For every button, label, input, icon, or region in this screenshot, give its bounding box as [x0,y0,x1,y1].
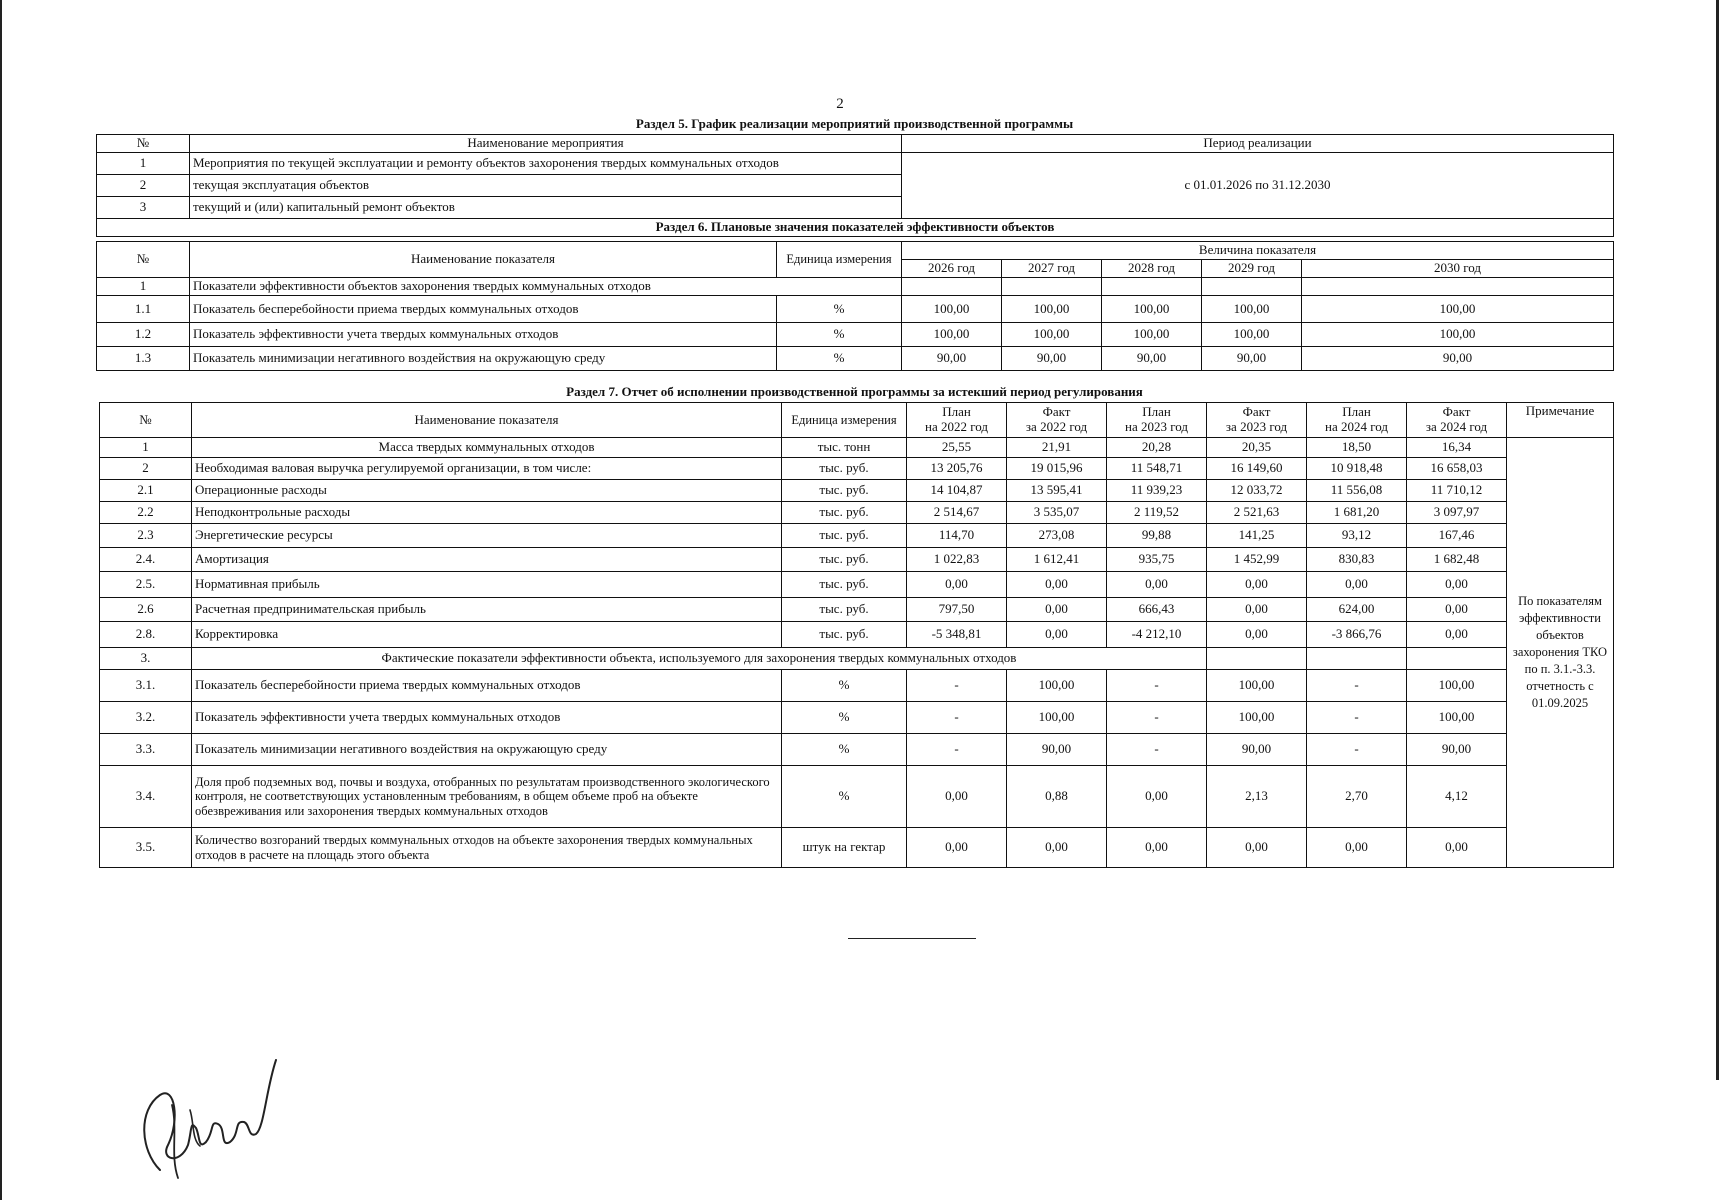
s7-cell: 20,35 [1207,438,1307,458]
s7-cell: 11 556,08 [1307,480,1407,502]
s6-header-unit: Единица измерения [777,242,902,278]
s5-row-num: 3 [97,196,190,218]
s7-row-name: Показатель бесперебойности приема твердых коммунальных отходов [192,670,782,702]
s6-row-name: Показатель минимизации негативного воздействия на окружающую среду [190,347,777,371]
s7-cell: 0,00 [1007,572,1107,598]
s7-header-col [1307,403,1407,438]
s7-cell: 141,25 [1207,524,1307,548]
s7-cell: 3 535,07 [1007,502,1107,524]
s7-cell: 935,75 [1107,548,1207,572]
s7-row-name: Необходимая валовая выручка регулируемой организации, в том числе: [192,458,782,480]
s7-cell: 11 939,23 [1107,480,1207,502]
s7-row-name: Доля проб подземных вод, почвы и воздуха, отобранных по результатам производственного экологического контроля, не соответствующих установленным требованиям, в общем объеме проб на объекте обезвреживания или захоронения твердых коммунальных отходов [192,766,782,828]
s6-cell: 90,00 [1102,347,1202,371]
s6-row-name: Показатель эффективности учета твердых коммунальных отходов [190,323,777,347]
s5-header-num: № [97,135,190,153]
s7-row-num: 2.6 [100,598,192,622]
s7-row-num: 2.2 [100,502,192,524]
s5-row-name: текущий и (или) капитальный ремонт объектов [190,196,902,218]
s7-cell [1207,648,1307,670]
s7-cell: - [907,670,1007,702]
s7-note: По показателям эффективности объектов захоронения ТКО по п. 3.1.-3.3. отчетность с 01.09.2025 [1507,438,1614,868]
s7-row-num: 3.4. [100,766,192,828]
page-left-edge [0,0,2,1200]
s6-header-group: Величина показателя [902,242,1614,260]
s7-header-col [1007,403,1107,438]
s7-cell: 273,08 [1007,524,1107,548]
s7-cell: 10 918,48 [1307,458,1407,480]
s7-cell: 0,00 [907,572,1007,598]
s7-row-num: 3. [100,648,192,670]
s7-row-name: Фактические показатели эффективности объекта, используемого для захоронения твердых коммунальных отходов [192,648,1207,670]
s6-row-num: 1.1 [97,296,190,323]
s7-cell: 0,00 [907,766,1007,828]
s7-header-col [1107,403,1207,438]
s7-cell: - [907,734,1007,766]
s6-cell: 100,00 [902,323,1002,347]
s7-cell: 11 548,71 [1107,458,1207,480]
s7-cell: -5 348,81 [907,622,1007,648]
s7-header-unit: Единица измерения [782,403,907,438]
s6-header-year: 2026 год [902,260,1002,278]
s7-row-num: 2.5. [100,572,192,598]
s7-row-num: 3.3. [100,734,192,766]
s7-row-unit: тыс. руб. [782,458,907,480]
s6-cell: 100,00 [1202,323,1302,347]
s7-cell: 797,50 [907,598,1007,622]
s7-row-name: Количество возгораний твердых коммунальных отходов на объекте захоронения твердых коммунальных отходов в расчете на площадь этого объекта [192,828,782,868]
s7-row-name: Нормативная прибыль [192,572,782,598]
s7-header-col-a: Факт [1042,404,1071,420]
s7-cell: 0,00 [1407,572,1507,598]
s7-header-col-b: на 2022 год [925,419,988,434]
s6-cell [1102,278,1202,296]
s7-row-name: Корректировка [192,622,782,648]
s7-cell: - [1107,734,1207,766]
s7-cell: 0,00 [1407,622,1507,648]
s6-cell: 100,00 [1102,296,1202,323]
s7-cell: 100,00 [1407,670,1507,702]
s7-row-unit: тыс. тонн [782,438,907,458]
page-right-edge [1716,0,1719,1080]
s7-cell: 0,00 [1307,572,1407,598]
s7-cell: - [1307,670,1407,702]
s6-cell: 100,00 [1302,296,1614,323]
s7-cell: - [907,702,1007,734]
s7-header-col-a: План [1142,404,1171,420]
s7-cell: 100,00 [1007,702,1107,734]
s6-cell: 90,00 [902,347,1002,371]
s6-header-year: 2027 год [1002,260,1102,278]
s7-cell: 1 612,41 [1007,548,1107,572]
s7-cell: 0,00 [907,828,1007,868]
s7-cell: 666,43 [1107,598,1207,622]
s6-row-unit: % [777,323,902,347]
s7-cell: 114,70 [907,524,1007,548]
s7-header-col-a: План [1342,404,1371,420]
s7-cell: 13 595,41 [1007,480,1107,502]
s5-row-name: текущая эксплуатация объектов [190,174,902,196]
s7-header-col [1207,403,1307,438]
s7-cell: -4 212,10 [1107,622,1207,648]
s7-cell: - [1107,702,1207,734]
s7-row-num: 2.1 [100,480,192,502]
s7-cell: 100,00 [1407,702,1507,734]
s7-header-col-b: за 2022 год [1025,419,1088,434]
s7-cell: 100,00 [1207,670,1307,702]
s7-row-name: Неподконтрольные расходы [192,502,782,524]
s7-cell: 0,00 [1207,828,1307,868]
s7-header-col-a: Факт [1442,404,1471,420]
s7-cell: 100,00 [1007,670,1107,702]
s7-cell: 1 681,20 [1307,502,1407,524]
s7-row-name: Амортизация [192,548,782,572]
s6-cell: 100,00 [1202,296,1302,323]
page-number: 2 [836,96,844,112]
s7-cell: 25,55 [907,438,1007,458]
end-of-document-line [848,938,976,939]
s7-row-unit: % [782,766,907,828]
s7-row-num: 2.8. [100,622,192,648]
s7-cell: 16 149,60 [1207,458,1307,480]
s7-cell: 0,00 [1007,622,1107,648]
s7-row-unit: тыс. руб. [782,572,907,598]
s6-row-name: Показатель бесперебойности приема твердых коммунальных отходов [190,296,777,323]
s6-cell: 100,00 [902,296,1002,323]
s7-header-col-b: за 2023 год [1225,419,1288,434]
s7-cell: 99,88 [1107,524,1207,548]
s7-row-unit: тыс. руб. [782,598,907,622]
s7-cell: 830,83 [1307,548,1407,572]
s7-cell: 3 097,97 [1407,502,1507,524]
s7-row-num: 2 [100,458,192,480]
s7-row-unit: тыс. руб. [782,524,907,548]
s7-cell: 16,34 [1407,438,1507,458]
s7-cell: 11 710,12 [1407,480,1507,502]
s7-row-num: 2.4. [100,548,192,572]
s7-cell: 0,88 [1007,766,1107,828]
s6-row-name: Показатели эффективности объектов захоронения твердых коммунальных отходов [190,278,902,296]
s7-cell: 1 022,83 [907,548,1007,572]
s7-cell: 0,00 [1107,828,1207,868]
s7-cell: - [1307,734,1407,766]
section6-title: Раздел 6. Плановые значения показателей эффективности объектов [97,218,1614,236]
s7-row-unit: тыс. руб. [782,502,907,524]
s6-header-name: Наименование показателя [190,242,777,278]
section7-table [99,402,1614,868]
s7-row-num: 3.2. [100,702,192,734]
s6-cell [1002,278,1102,296]
s7-row-name: Энергетические ресурсы [192,524,782,548]
s6-cell: 90,00 [1002,347,1102,371]
s7-cell: 0,00 [1107,766,1207,828]
s6-cell: 90,00 [1202,347,1302,371]
s5-header-name: Наименование мероприятия [190,135,902,153]
s7-cell: 1 682,48 [1407,548,1507,572]
s6-row-num: 1 [97,278,190,296]
s7-header-col [1407,403,1507,438]
s7-header-col [907,403,1007,438]
s7-row-name: Операционные расходы [192,480,782,502]
s7-cell: 90,00 [1007,734,1107,766]
s7-header-num: № [100,403,192,438]
s7-cell [1307,648,1407,670]
s7-header-col-b: на 2023 год [1125,419,1188,434]
s7-row-num: 3.5. [100,828,192,868]
s6-cell: 100,00 [1302,323,1614,347]
s7-header-note: Примечание [1507,403,1614,438]
s7-header-col-a: План [942,404,971,420]
s7-cell: 0,00 [1407,598,1507,622]
s6-row-unit: % [777,296,902,323]
s5-row-name: Мероприятия по текущей эксплуатации и ремонту объектов захоронения твердых коммунальных отходов [190,152,902,174]
s7-cell: 20,28 [1107,438,1207,458]
s6-cell [902,278,1002,296]
s6-cell: 100,00 [1102,323,1202,347]
s7-cell: 14 104,87 [907,480,1007,502]
s7-cell: 16 658,03 [1407,458,1507,480]
s6-cell: 90,00 [1302,347,1614,371]
s7-cell: - [1107,670,1207,702]
s7-cell: 100,00 [1207,702,1307,734]
s6-row-num: 1.2 [97,323,190,347]
section7-title: Раздел 7. Отчет об исполнении производственной программы за истекший период регулирования [566,384,1143,399]
section5-table [96,134,1614,237]
s7-cell: 2 521,63 [1207,502,1307,524]
s7-row-name: Масса твердых коммунальных отходов [192,438,782,458]
s7-cell: 0,00 [1007,598,1107,622]
s7-row-unit: тыс. руб. [782,480,907,502]
section6-table [96,241,1614,371]
s7-cell: 2,70 [1307,766,1407,828]
s7-cell: 2 119,52 [1107,502,1207,524]
s5-period: с 01.01.2026 по 31.12.2030 [902,152,1614,218]
s6-row-num: 1.3 [97,347,190,371]
s7-header-col-b: на 2024 год [1325,419,1388,434]
s7-cell: 0,00 [1107,572,1207,598]
s7-cell: 0,00 [1007,828,1107,868]
s6-cell: 100,00 [1002,323,1102,347]
s7-cell: 90,00 [1407,734,1507,766]
s7-row-name: Показатель минимизации негативного воздействия на окружающую среду [192,734,782,766]
s7-row-num: 3.1. [100,670,192,702]
s7-row-unit: % [782,734,907,766]
s6-cell: 100,00 [1002,296,1102,323]
s7-cell: 18,50 [1307,438,1407,458]
s7-cell: 0,00 [1207,598,1307,622]
s7-cell [1407,648,1507,670]
s7-cell: 12 033,72 [1207,480,1307,502]
section5-title: Раздел 5. График реализации мероприятий производственной программы [635,116,1074,131]
s7-row-name: Показатель эффективности учета твердых коммунальных отходов [192,702,782,734]
s7-cell: 0,00 [1307,828,1407,868]
handwritten-signature [130,1050,280,1180]
s7-cell: 4,12 [1407,766,1507,828]
s5-header-period: Период реализации [902,135,1614,153]
s7-cell: 2 514,67 [907,502,1007,524]
s7-row-name: Расчетная предпринимательская прибыль [192,598,782,622]
s7-row-num: 1 [100,438,192,458]
s7-row-unit: % [782,702,907,734]
s6-header-year: 2029 год [1202,260,1302,278]
s7-cell: 0,00 [1407,828,1507,868]
s7-header-name: Наименование показателя [192,403,782,438]
s6-header-year: 2028 год [1102,260,1202,278]
s7-cell: - [1307,702,1407,734]
s7-row-unit: тыс. руб. [782,548,907,572]
s7-cell: 167,46 [1407,524,1507,548]
s7-header-col-a: Факт [1242,404,1271,420]
s6-header-num: № [97,242,190,278]
s7-header-col-b: за 2024 год [1425,419,1488,434]
s7-cell: 93,12 [1307,524,1407,548]
s7-row-unit: штук на гектар [782,828,907,868]
s7-cell: 0,00 [1207,572,1307,598]
s7-cell: 624,00 [1307,598,1407,622]
s6-cell [1202,278,1302,296]
s7-cell: 13 205,76 [907,458,1007,480]
s6-row-unit: % [777,347,902,371]
s7-row-unit: % [782,670,907,702]
s5-row-num: 1 [97,152,190,174]
s7-cell: -3 866,76 [1307,622,1407,648]
s7-cell: 2,13 [1207,766,1307,828]
s7-cell: 1 452,99 [1207,548,1307,572]
s7-cell: 90,00 [1207,734,1307,766]
s7-cell: 21,91 [1007,438,1107,458]
s7-row-unit: тыс. руб. [782,622,907,648]
s6-cell [1302,278,1614,296]
s7-row-num: 2.3 [100,524,192,548]
s7-cell: 19 015,96 [1007,458,1107,480]
s5-row-num: 2 [97,174,190,196]
s6-header-year: 2030 год [1302,260,1614,278]
s7-cell: 0,00 [1207,622,1307,648]
